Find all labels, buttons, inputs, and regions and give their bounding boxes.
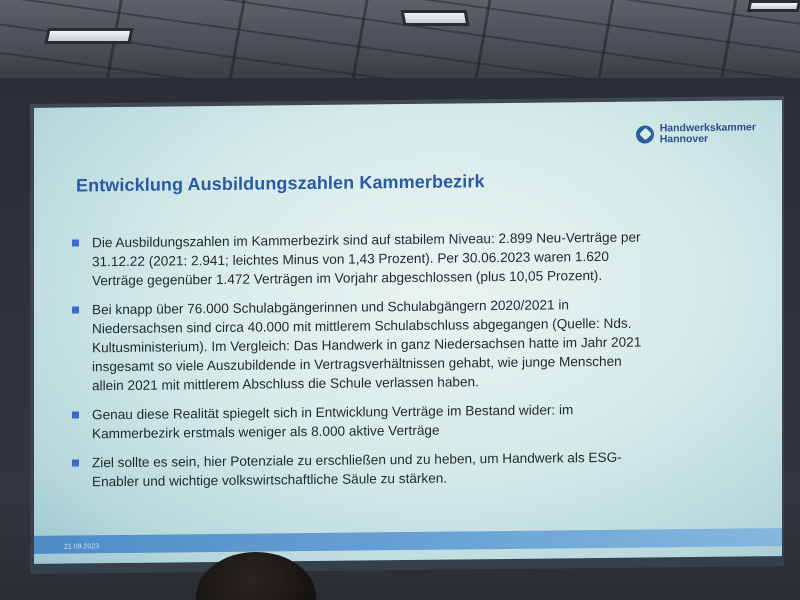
logo-line-1: Handwerkskammer bbox=[659, 121, 756, 135]
bullet-line: Kultusministerium). Im Vergleich: Das Handwerk in ganz Niedersachsen hatte im Jahr 2021 bbox=[92, 334, 642, 356]
ceiling-light bbox=[401, 10, 470, 26]
bullet-item bbox=[72, 446, 752, 491]
bullet-item bbox=[72, 293, 752, 395]
bullet-line: allein 2021 mit mittlerem Abschluss die Schule verlassen haben. bbox=[92, 374, 479, 394]
bullet-marker-icon bbox=[72, 306, 79, 313]
footer-bar bbox=[34, 528, 782, 554]
bullet-line: Kammerbezirk erstmals weniger als 8.000 aktive Verträge bbox=[92, 422, 440, 442]
bullet-line: Verträge gegenüber 1.472 Verträgen im Vorjahr abgeschlossen (plus 10,05 Prozent). bbox=[92, 267, 603, 289]
bullet-line: Enabler und wichtige volkswirtschaftliche Säule zu stärken. bbox=[92, 470, 448, 490]
bullet-line: Bei knapp über 76.000 Schulabgängerinnen und Schulabgängern 2020/2021 in bbox=[92, 297, 569, 318]
bullet-line: Die Ausbildungszahlen im Kammerbezirk sind auf stabilem Niveau: 2.899 Neu-Verträge per bbox=[92, 229, 641, 251]
ceiling-light bbox=[44, 28, 133, 44]
bullet-line: insgesamt so viele Auszubildende in Vertragsverhältnissen gehabt, wie junge Menschen bbox=[92, 353, 622, 375]
logo-text bbox=[660, 122, 756, 145]
bullet-line: Niedersachsen sind circa 40.000 mit mittlerem Schulabschluss abgegangen (Quelle: Nds. bbox=[92, 315, 632, 337]
bullet-marker-icon bbox=[72, 239, 79, 246]
organization-logo bbox=[636, 122, 756, 145]
bullet-line: Genau diese Realität spiegelt sich in Entwicklung Verträge im Bestand wider: im bbox=[92, 402, 574, 423]
ceiling bbox=[0, 0, 800, 80]
logo-line-2: Hannover bbox=[659, 132, 709, 146]
hwk-logo-icon bbox=[636, 125, 654, 143]
presentation-slide bbox=[34, 100, 782, 564]
bullet-line: 31.12.22 (2021: 2.941; leichtes Minus von 1,43 Prozent). Per 30.06.2023 waren 1.620 bbox=[92, 248, 609, 270]
bullet-marker-icon bbox=[72, 459, 79, 466]
bullet-line: Ziel sollte es sein, hier Potenziale zu erschließen und zu heben, um Handwerk als ESG- bbox=[92, 449, 622, 471]
bullet-item bbox=[72, 398, 752, 443]
footer-date: 21.09.2023 bbox=[64, 543, 100, 551]
slide-title: Entwicklung Ausbildungszahlen Kammerbezirk bbox=[76, 171, 485, 196]
ceiling-light bbox=[747, 0, 800, 12]
bullet-item bbox=[72, 226, 752, 290]
bullet-list bbox=[72, 226, 752, 501]
bullet-marker-icon bbox=[72, 411, 79, 418]
